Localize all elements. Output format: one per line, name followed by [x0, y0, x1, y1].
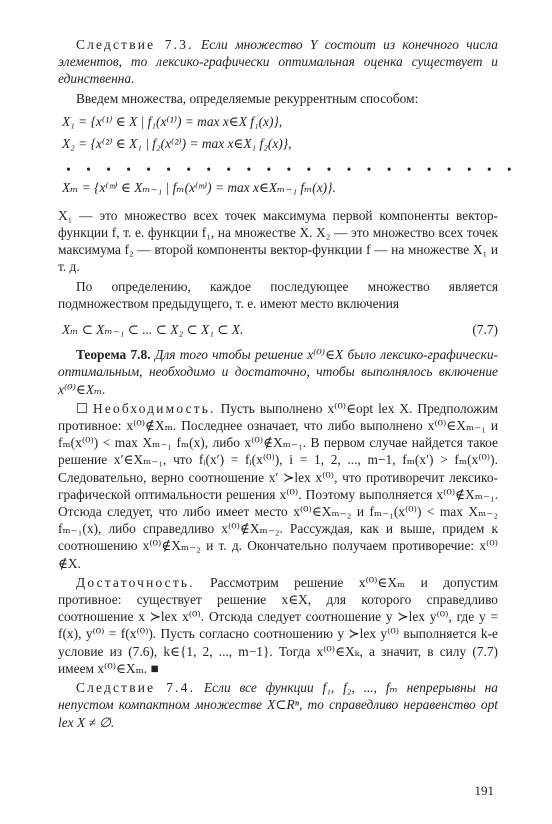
- corollary-7-4: [58, 679, 498, 731]
- corollary-7-4-text: Если все функции f₁, f₂, ..., fₘ непрерывны на непустом компактном множестве X⊂Rⁿ, то справедливо неравенство opt lex X ≠ ∅.: [58, 680, 498, 730]
- theorem-7-8-text: Для того чтобы решение x⁽⁰⁾∈X было лексико-графически-оптимальным, необходимо и достаточно, чтобы выполнялось включение x⁽⁰⁾∈Xₘ.: [58, 347, 498, 397]
- intro-paragraph: Введем множества, определяемые рекуррентным способом:: [76, 90, 419, 106]
- theorem-7-8-heading: Теорема 7.8.: [76, 347, 151, 363]
- paragraph-x1-definition: X₁ — это множество всех точек максимума первой компоненты вектор-функции f, т. е. функции f₁, на множестве X. X₂ — это множество всех точек максимума f₂ — второй компоненты вектор-функции f — на множестве X₁ и т. д.: [58, 207, 498, 275]
- sufficiency-proof: [58, 574, 498, 677]
- proof-start-marker: ☐: [76, 400, 89, 416]
- recurrent-formulas: [62, 113, 518, 201]
- formula-dots: • • • • • • • • • • • • • • • • • • • • • • •: [66, 161, 518, 177]
- sufficiency-text: Рассмотрим решение x⁽⁰⁾∈Xₘ и допустим противное: существует решение x∈X, для которого справедливо соотношение x ≻lex x⁽⁰⁾. Отсюда следует соотношение y ≻lex y⁽⁰⁾, где y = f(x), y⁽⁰⁾ = f(x⁽⁰⁾). Пусть согласно соотношению y ≻lex y⁽⁰⁾ выполняется k-е условие из (7.6), k∈{1, 2, ..., m−1}. Тогда x⁽⁰⁾∈Xₖ, а значит, в силу (7.7) имеем x⁽⁰⁾∈Xₘ. ■: [58, 574, 498, 676]
- necessity-text: Пусть выполнено x⁽⁰⁾∈opt lex X. Предположим противное: x⁽⁰⁾∉Xₘ. Последнее означает, что либо выполнено x⁽⁰⁾∈Xₘ₋₁ и fₘ(x⁽⁰⁾) < max Xₘ₋₁ fₘ(x), либо x⁽⁰⁾∉Xₘ₋₁. В первом случае найдется такое решение x′∈Xₘ₋₁, что fᵢ(x′) = fᵢ(x⁽⁰⁾), i = 1, 2, ..., m−1, fₘ(x′) > fₘ(x⁽⁰⁾). Следовательно, верно соотношение x′ ≻lex x⁽⁰⁾, что противоречит лексико-графической оптимальности решения x⁽⁰⁾. Поэтому выполняется x⁽⁰⁾∉Xₘ₋₁. Отсюда следует, что либо имеет место x⁽⁰⁾∈Xₘ₋₂ и fₘ₋₁(x⁽⁰⁾) < max Xₘ₋₂ fₘ₋₁(x), либо справедливо x⁽⁰⁾∉Xₘ₋₂. Рассуждая, как и выше, придем к соотношению x⁽⁰⁾∉Xₘ₋₂ и т. д. Окончательно получаем противоречие: x⁽⁰⁾∉X.: [58, 400, 498, 571]
- necessity-proof: [58, 400, 498, 572]
- theorem-7-8: [58, 346, 498, 398]
- inclusion-chain-expression: Xₘ ⊂ Xₘ₋₁ ⊂ ... ⊂ X₂ ⊂ X₁ ⊂ X.: [62, 322, 244, 338]
- formula-x2: X₂ = {x⁽²⁾ ∈ X₁ | f₂(x⁽²⁾) = max x∈X₁ f₂(x)},: [62, 135, 292, 151]
- formula-x1: X₁ = {x⁽¹⁾ ∈ X | f₁(x⁽¹⁾) = max x∈X f₁(x)},: [62, 113, 283, 129]
- paragraph-inclusion: По определению, каждое последующее множество является подмножеством предыдущего, т. е. имеют место включения: [58, 278, 498, 311]
- sufficiency-heading: Достаточность.: [76, 574, 195, 590]
- equation-number: (7.7): [472, 322, 498, 338]
- page-number: 191: [474, 783, 494, 798]
- inclusion-chain: [62, 321, 498, 338]
- corollary-7-3-heading: Следствие 7.3.: [76, 37, 194, 52]
- formula-xm: Xₘ = {x⁽ᵐ⁾ ∈ Xₘ₋₁ | fₘ(x⁽ᵐ⁾) = max x∈Xₘ₋₁ fₘ(x)}.: [62, 179, 336, 195]
- corollary-7-3: [58, 36, 498, 88]
- corollary-7-4-heading: Следствие 7.4.: [76, 680, 196, 696]
- necessity-heading: Необходимость.: [92, 400, 216, 416]
- corollary-7-3-text: Если множество Y состоит из конечного числа элементов, то лексико-графически оптимальная оценка существует и единственна.: [58, 37, 498, 87]
